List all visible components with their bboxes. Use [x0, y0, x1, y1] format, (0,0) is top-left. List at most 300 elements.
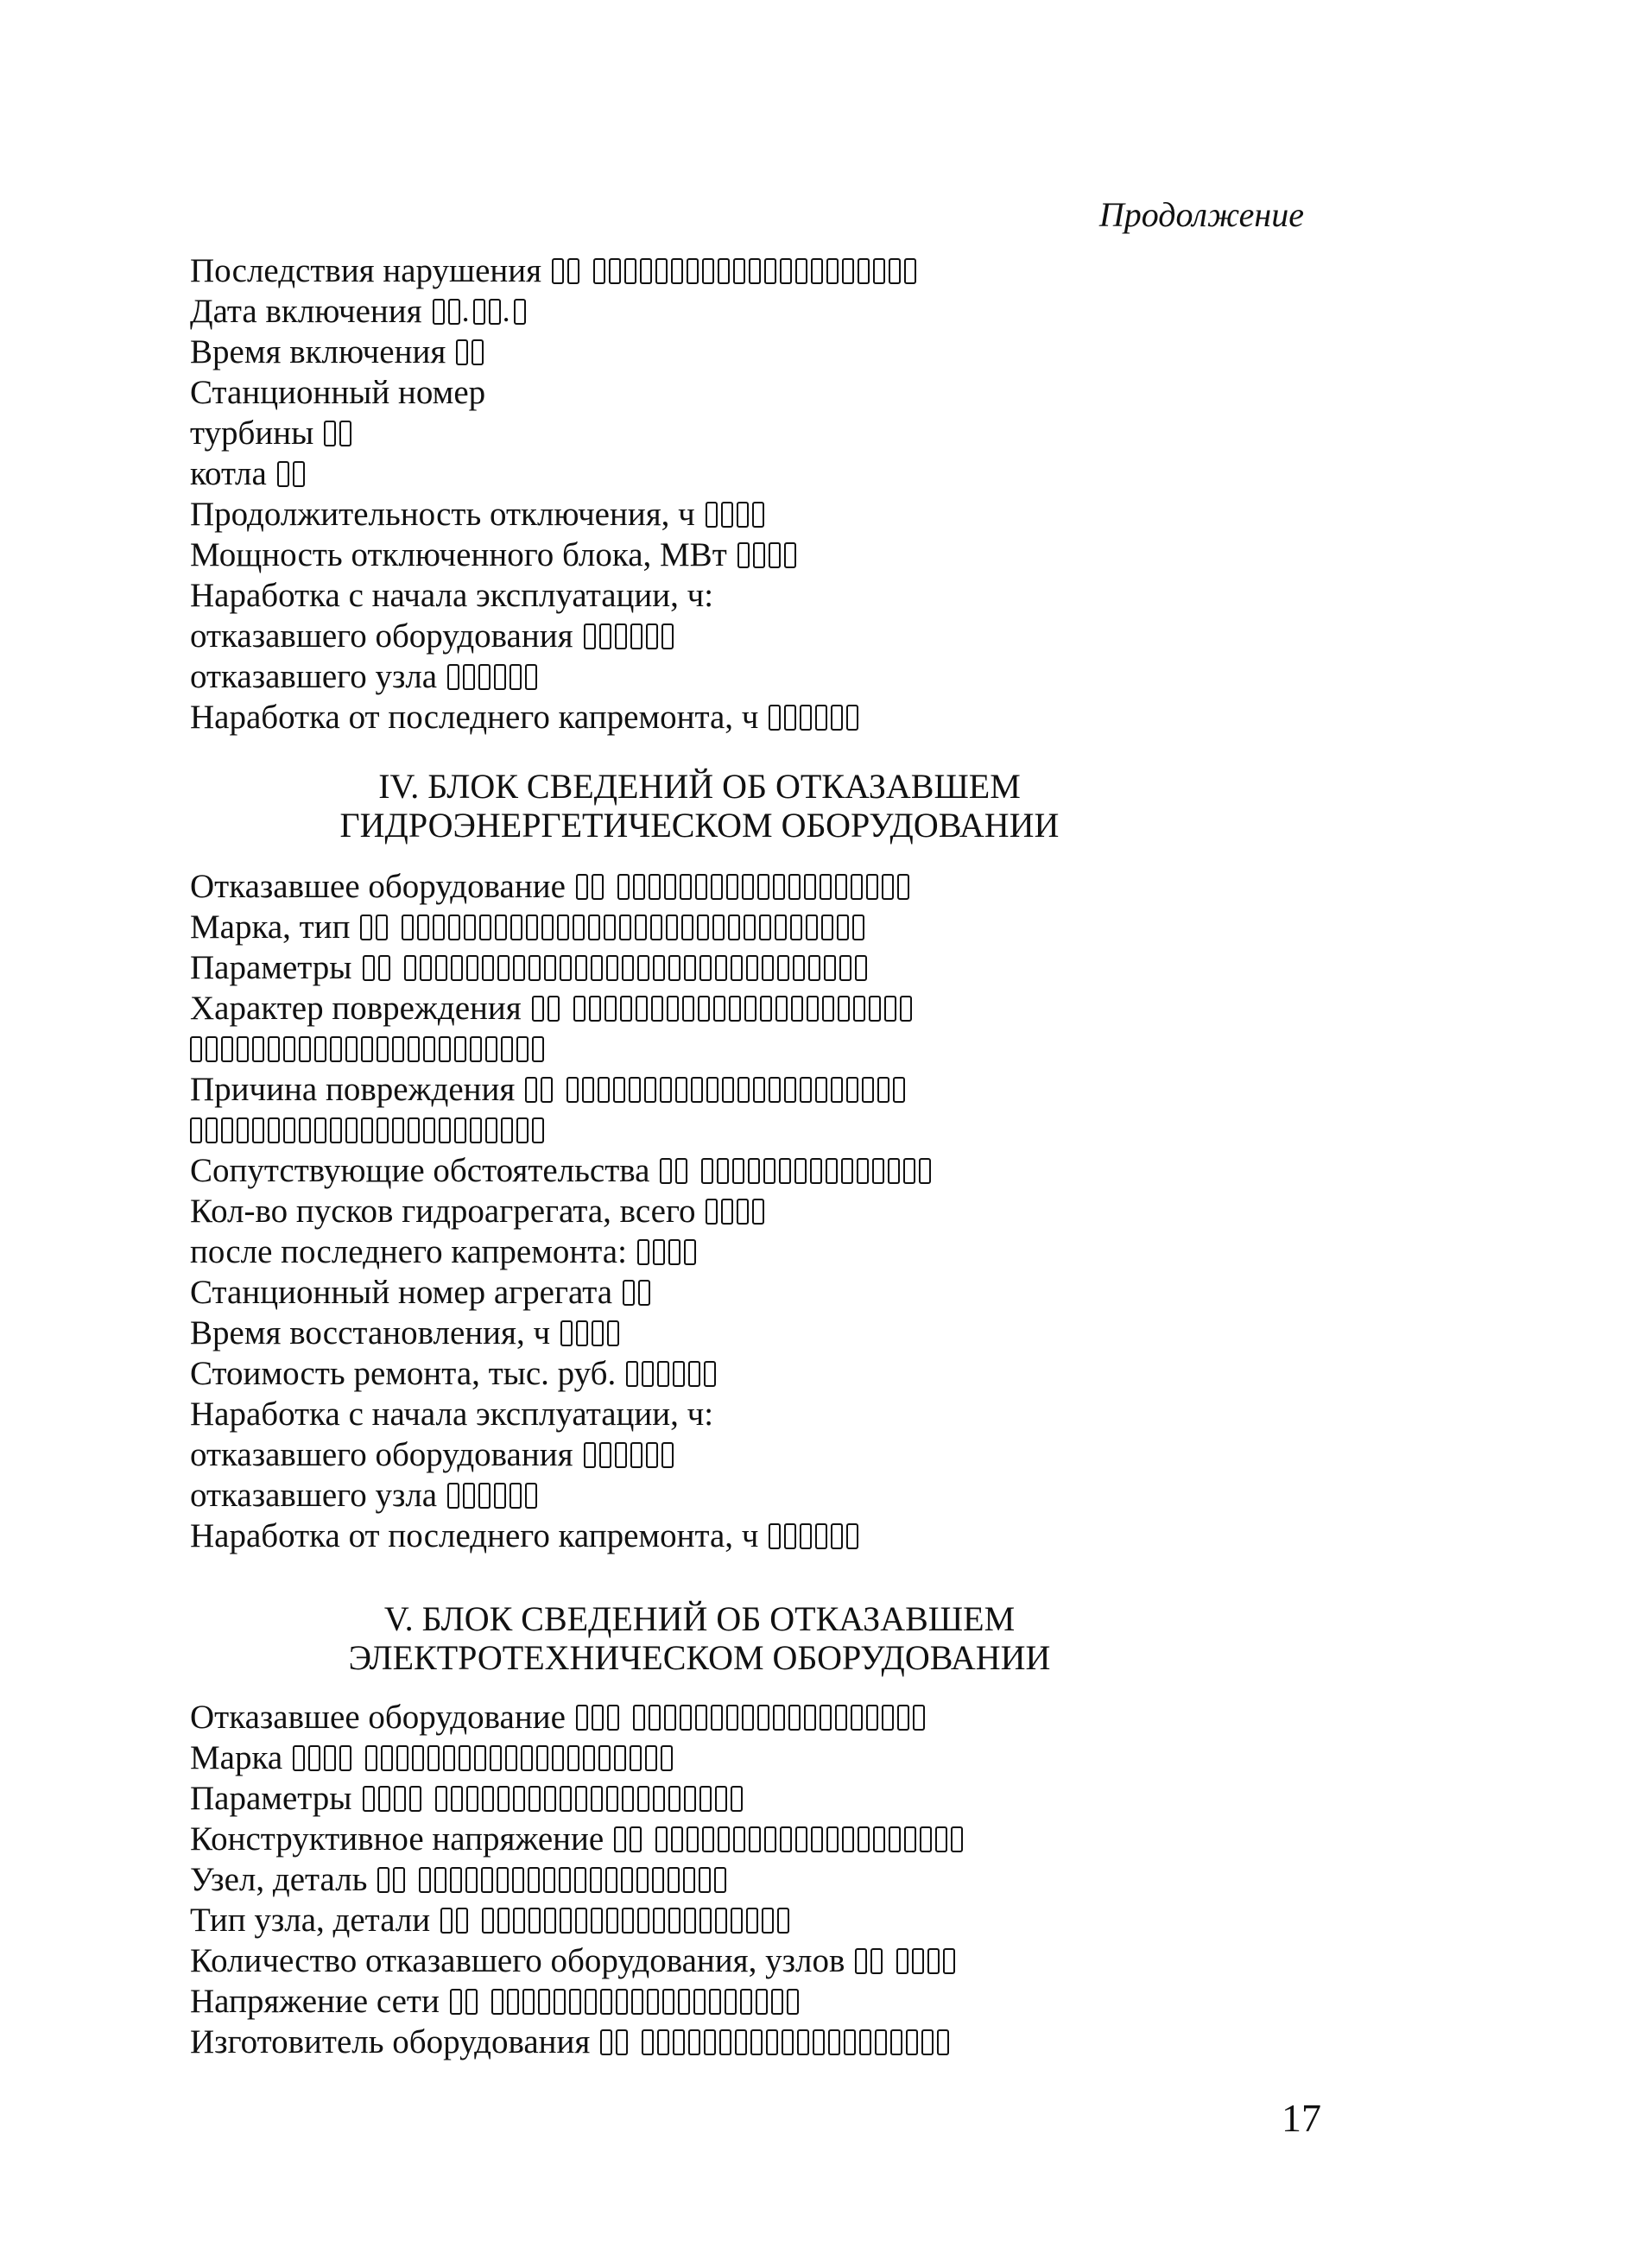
code-box[interactable]: [858, 258, 870, 284]
code-box[interactable]: [870, 1948, 883, 1974]
code-box[interactable]: [541, 1077, 553, 1103]
code-box[interactable]: [759, 915, 771, 940]
code-box[interactable]: [826, 1826, 839, 1852]
code-box[interactable]: [466, 955, 478, 981]
code-box[interactable]: [668, 1867, 680, 1893]
code-box[interactable]: [807, 996, 819, 1022]
code-box[interactable]: [804, 874, 816, 900]
code-box[interactable]: [591, 1786, 603, 1812]
code-box[interactable]: [691, 1077, 703, 1103]
code-box[interactable]: [599, 1442, 611, 1468]
code-box[interactable]: [775, 915, 787, 940]
code-box[interactable]: [573, 915, 585, 940]
code-box[interactable]: [699, 955, 712, 981]
code-box[interactable]: [784, 542, 796, 568]
code-box[interactable]: [684, 955, 696, 981]
code-box[interactable]: [451, 1786, 463, 1812]
code-box[interactable]: [903, 1158, 915, 1184]
code-box[interactable]: [688, 1361, 700, 1387]
code-box[interactable]: [866, 1705, 878, 1731]
code-box[interactable]: [576, 1320, 588, 1346]
code-box[interactable]: [811, 258, 823, 284]
code-box[interactable]: [904, 1826, 916, 1852]
code-box[interactable]: [842, 258, 854, 284]
code-box[interactable]: [684, 1239, 696, 1265]
code-box[interactable]: [404, 955, 416, 981]
code-box[interactable]: [584, 1442, 596, 1468]
code-box[interactable]: [456, 339, 468, 365]
code-box[interactable]: [472, 339, 484, 365]
code-box[interactable]: [837, 915, 849, 940]
code-box[interactable]: [513, 955, 525, 981]
code-box[interactable]: [529, 1786, 541, 1812]
code-box[interactable]: [591, 1908, 603, 1934]
code-box[interactable]: [361, 1117, 373, 1143]
code-box[interactable]: [613, 1077, 625, 1103]
code-box[interactable]: [573, 996, 585, 1022]
code-box[interactable]: [699, 1867, 711, 1893]
code-box[interactable]: [640, 258, 652, 284]
code-box[interactable]: [852, 915, 864, 940]
code-box[interactable]: [567, 1745, 579, 1771]
code-box[interactable]: [725, 1989, 737, 2015]
code-box[interactable]: [606, 955, 618, 981]
code-box[interactable]: [448, 915, 460, 940]
code-box[interactable]: [660, 1158, 672, 1184]
code-box[interactable]: [820, 874, 832, 900]
code-box[interactable]: [838, 996, 850, 1022]
code-box[interactable]: [525, 1483, 537, 1509]
code-box[interactable]: [434, 1867, 446, 1893]
code-box[interactable]: [237, 1117, 249, 1143]
code-box[interactable]: [308, 1745, 320, 1771]
code-box[interactable]: [283, 1036, 295, 1062]
code-box[interactable]: [451, 955, 463, 981]
code-box[interactable]: [543, 1867, 555, 1893]
code-box[interactable]: [671, 1826, 683, 1852]
code-box[interactable]: [552, 258, 564, 284]
code-box[interactable]: [637, 1239, 649, 1265]
code-box[interactable]: [687, 1826, 699, 1852]
code-box[interactable]: [951, 1826, 963, 1852]
code-box[interactable]: [784, 705, 796, 731]
code-box[interactable]: [913, 1705, 925, 1731]
code-box[interactable]: [721, 502, 733, 528]
code-box[interactable]: [637, 1908, 649, 1934]
code-box[interactable]: [869, 996, 881, 1022]
code-box[interactable]: [668, 955, 680, 981]
code-box[interactable]: [624, 258, 636, 284]
code-box[interactable]: [882, 1705, 894, 1731]
code-box[interactable]: [733, 258, 745, 284]
code-box[interactable]: [698, 996, 710, 1022]
code-box[interactable]: [820, 1705, 832, 1731]
code-box[interactable]: [821, 915, 833, 940]
code-box[interactable]: [763, 1158, 775, 1184]
code-box[interactable]: [742, 1705, 754, 1731]
code-box[interactable]: [653, 1786, 665, 1812]
code-box[interactable]: [532, 996, 544, 1022]
code-box[interactable]: [889, 258, 901, 284]
code-box[interactable]: [510, 1483, 522, 1509]
code-box[interactable]: [695, 1705, 707, 1731]
code-box[interactable]: [463, 1483, 475, 1509]
code-box[interactable]: [447, 1483, 459, 1509]
code-box[interactable]: [510, 915, 522, 940]
code-box[interactable]: [268, 1117, 280, 1143]
code-box[interactable]: [744, 915, 756, 940]
code-box[interactable]: [636, 996, 648, 1022]
code-box[interactable]: [920, 1826, 932, 1852]
code-box[interactable]: [904, 258, 916, 284]
code-box[interactable]: [521, 1745, 533, 1771]
code-box[interactable]: [706, 1077, 718, 1103]
code-box[interactable]: [427, 1745, 440, 1771]
code-box[interactable]: [638, 1280, 650, 1306]
code-box[interactable]: [684, 1908, 696, 1934]
code-box[interactable]: [614, 1826, 626, 1852]
code-box[interactable]: [552, 1745, 564, 1771]
code-box[interactable]: [750, 2029, 763, 2055]
code-box[interactable]: [733, 1826, 745, 1852]
code-box[interactable]: [680, 874, 692, 900]
code-box[interactable]: [630, 623, 642, 649]
code-box[interactable]: [752, 502, 764, 528]
code-box[interactable]: [510, 664, 522, 690]
code-box[interactable]: [433, 299, 445, 325]
code-box[interactable]: [858, 1826, 870, 1852]
code-box[interactable]: [433, 915, 445, 940]
code-box[interactable]: [489, 299, 501, 325]
code-box[interactable]: [544, 955, 556, 981]
code-box[interactable]: [666, 915, 678, 940]
code-box[interactable]: [657, 2029, 669, 2055]
code-box[interactable]: [630, 1826, 642, 1852]
code-box[interactable]: [737, 1199, 749, 1225]
code-box[interactable]: [815, 1523, 827, 1549]
code-box[interactable]: [529, 955, 541, 981]
code-box[interactable]: [478, 1483, 491, 1509]
code-box[interactable]: [746, 1908, 758, 1934]
code-box[interactable]: [589, 996, 601, 1022]
code-box[interactable]: [512, 1867, 524, 1893]
code-box[interactable]: [408, 1117, 420, 1143]
code-box[interactable]: [714, 1867, 726, 1893]
code-box[interactable]: [746, 955, 758, 981]
code-box[interactable]: [583, 1745, 595, 1771]
code-box[interactable]: [448, 299, 460, 325]
code-box[interactable]: [769, 705, 781, 731]
code-box[interactable]: [631, 1989, 643, 2015]
code-box[interactable]: [541, 915, 554, 940]
code-box[interactable]: [574, 1867, 586, 1893]
code-box[interactable]: [693, 1989, 706, 2015]
code-box[interactable]: [644, 1077, 656, 1103]
code-box[interactable]: [797, 2029, 809, 2055]
code-box[interactable]: [731, 955, 743, 981]
code-box[interactable]: [943, 1948, 955, 1974]
code-box[interactable]: [753, 1077, 765, 1103]
code-box[interactable]: [795, 258, 807, 284]
code-box[interactable]: [673, 1361, 685, 1387]
code-box[interactable]: [473, 299, 485, 325]
code-box[interactable]: [190, 1117, 202, 1143]
code-box[interactable]: [719, 2029, 731, 2055]
code-box[interactable]: [221, 1117, 233, 1143]
code-box[interactable]: [501, 1036, 513, 1062]
code-box[interactable]: [408, 1036, 420, 1062]
code-box[interactable]: [831, 1077, 843, 1103]
code-box[interactable]: [906, 2029, 918, 2055]
code-box[interactable]: [851, 874, 863, 900]
code-box[interactable]: [900, 996, 912, 1022]
code-box[interactable]: [897, 874, 909, 900]
code-box[interactable]: [481, 1867, 493, 1893]
code-box[interactable]: [324, 1745, 336, 1771]
code-box[interactable]: [485, 1117, 497, 1143]
code-box[interactable]: [485, 1036, 497, 1062]
code-box[interactable]: [793, 955, 805, 981]
code-box[interactable]: [299, 1117, 311, 1143]
code-box[interactable]: [935, 1826, 947, 1852]
code-box[interactable]: [921, 2029, 934, 2055]
code-box[interactable]: [609, 258, 621, 284]
code-box[interactable]: [824, 955, 836, 981]
code-box[interactable]: [482, 1786, 494, 1812]
code-box[interactable]: [726, 1705, 738, 1731]
code-box[interactable]: [717, 1158, 729, 1184]
code-box[interactable]: [435, 1786, 447, 1812]
code-box[interactable]: [855, 955, 867, 981]
code-box[interactable]: [668, 1239, 680, 1265]
code-box[interactable]: [766, 2029, 778, 2055]
code-box[interactable]: [777, 1908, 789, 1934]
code-box[interactable]: [831, 1523, 843, 1549]
code-box[interactable]: [699, 1908, 712, 1934]
code-box[interactable]: [478, 664, 491, 690]
code-box[interactable]: [592, 1320, 604, 1346]
code-box[interactable]: [846, 1523, 858, 1549]
code-box[interactable]: [673, 2029, 685, 2055]
code-box[interactable]: [687, 258, 699, 284]
code-box[interactable]: [363, 1786, 375, 1812]
code-box[interactable]: [681, 915, 693, 940]
code-box[interactable]: [514, 299, 526, 325]
code-box[interactable]: [678, 1989, 690, 2015]
code-box[interactable]: [464, 915, 476, 940]
code-box[interactable]: [841, 1158, 853, 1184]
code-box[interactable]: [516, 1036, 529, 1062]
code-box[interactable]: [617, 874, 630, 900]
code-box[interactable]: [592, 874, 604, 900]
code-box[interactable]: [599, 623, 611, 649]
code-box[interactable]: [636, 1867, 649, 1893]
code-box[interactable]: [206, 1036, 218, 1062]
code-box[interactable]: [771, 1989, 783, 2015]
code-box[interactable]: [252, 1036, 264, 1062]
code-box[interactable]: [779, 1158, 791, 1184]
code-box[interactable]: [697, 915, 709, 940]
code-box[interactable]: [474, 1745, 486, 1771]
code-box[interactable]: [661, 1745, 673, 1771]
code-box[interactable]: [465, 1989, 478, 2015]
code-box[interactable]: [866, 874, 878, 900]
code-box[interactable]: [748, 1158, 760, 1184]
code-box[interactable]: [813, 2029, 825, 2055]
code-box[interactable]: [559, 1867, 571, 1893]
code-box[interactable]: [497, 1908, 510, 1934]
code-box[interactable]: [600, 2029, 612, 2055]
code-box[interactable]: [737, 502, 749, 528]
code-box[interactable]: [642, 2029, 654, 2055]
code-box[interactable]: [507, 1989, 519, 2015]
code-box[interactable]: [538, 1989, 550, 2015]
code-box[interactable]: [299, 1036, 311, 1062]
code-box[interactable]: [532, 1036, 544, 1062]
code-box[interactable]: [702, 1826, 714, 1852]
code-box[interactable]: [633, 1705, 645, 1731]
code-box[interactable]: [826, 1158, 838, 1184]
code-box[interactable]: [835, 874, 847, 900]
code-box[interactable]: [505, 1745, 517, 1771]
code-box[interactable]: [525, 1077, 537, 1103]
code-box[interactable]: [661, 623, 674, 649]
code-box[interactable]: [439, 1036, 451, 1062]
code-box[interactable]: [780, 258, 792, 284]
code-box[interactable]: [206, 1117, 218, 1143]
code-box[interactable]: [417, 915, 429, 940]
code-box[interactable]: [622, 1908, 634, 1934]
code-box[interactable]: [361, 1036, 373, 1062]
code-box[interactable]: [593, 258, 605, 284]
code-box[interactable]: [637, 955, 649, 981]
code-box[interactable]: [615, 1442, 627, 1468]
code-box[interactable]: [764, 258, 776, 284]
code-box[interactable]: [576, 874, 588, 900]
code-box[interactable]: [884, 996, 896, 1022]
code-box[interactable]: [560, 1320, 573, 1346]
code-box[interactable]: [842, 1826, 854, 1852]
code-box[interactable]: [668, 1786, 680, 1812]
code-box[interactable]: [604, 996, 617, 1022]
code-box[interactable]: [590, 1867, 602, 1893]
code-box[interactable]: [363, 955, 375, 981]
code-box[interactable]: [423, 1117, 435, 1143]
code-box[interactable]: [882, 874, 894, 900]
code-box[interactable]: [456, 1908, 468, 1934]
code-box[interactable]: [728, 915, 740, 940]
code-box[interactable]: [919, 1158, 931, 1184]
code-box[interactable]: [773, 1705, 785, 1731]
code-box[interactable]: [470, 1117, 482, 1143]
code-box[interactable]: [731, 1786, 743, 1812]
code-box[interactable]: [345, 1117, 358, 1143]
code-box[interactable]: [588, 915, 600, 940]
code-box[interactable]: [650, 915, 662, 940]
code-box[interactable]: [683, 1867, 695, 1893]
code-box[interactable]: [560, 955, 572, 981]
code-box[interactable]: [652, 1867, 664, 1893]
code-box[interactable]: [419, 1867, 431, 1893]
code-box[interactable]: [664, 874, 676, 900]
code-box[interactable]: [252, 1117, 264, 1143]
code-box[interactable]: [893, 1077, 905, 1103]
code-box[interactable]: [607, 1705, 619, 1731]
code-box[interactable]: [810, 1158, 822, 1184]
code-box[interactable]: [657, 1361, 669, 1387]
code-box[interactable]: [604, 915, 616, 940]
code-box[interactable]: [393, 1867, 405, 1893]
code-box[interactable]: [815, 705, 827, 731]
code-box[interactable]: [630, 1442, 642, 1468]
code-box[interactable]: [773, 874, 785, 900]
code-box[interactable]: [675, 1077, 687, 1103]
code-box[interactable]: [890, 2029, 902, 2055]
code-box[interactable]: [420, 955, 432, 981]
code-box[interactable]: [737, 542, 750, 568]
code-box[interactable]: [575, 1908, 587, 1934]
code-box[interactable]: [377, 1117, 389, 1143]
code-box[interactable]: [592, 1705, 604, 1731]
code-box[interactable]: [646, 623, 658, 649]
code-box[interactable]: [667, 996, 679, 1022]
code-box[interactable]: [701, 1158, 713, 1184]
code-box[interactable]: [447, 664, 459, 690]
code-box[interactable]: [490, 1745, 502, 1771]
code-box[interactable]: [718, 1826, 730, 1852]
code-box[interactable]: [688, 2029, 700, 2055]
code-box[interactable]: [804, 1705, 816, 1731]
code-box[interactable]: [513, 1908, 525, 1934]
code-box[interactable]: [536, 1745, 548, 1771]
code-box[interactable]: [888, 1158, 900, 1184]
code-box[interactable]: [606, 1908, 618, 1934]
code-box[interactable]: [497, 1786, 510, 1812]
code-box[interactable]: [757, 874, 769, 900]
code-box[interactable]: [740, 1989, 752, 2015]
code-box[interactable]: [645, 1745, 657, 1771]
code-box[interactable]: [450, 1989, 462, 2015]
code-box[interactable]: [872, 1158, 884, 1184]
code-box[interactable]: [889, 1826, 901, 1852]
code-box[interactable]: [557, 915, 569, 940]
code-box[interactable]: [680, 1705, 692, 1731]
code-box[interactable]: [283, 1117, 295, 1143]
code-box[interactable]: [466, 1786, 478, 1812]
code-box[interactable]: [575, 1786, 587, 1812]
code-box[interactable]: [497, 1867, 509, 1893]
code-box[interactable]: [600, 1989, 612, 2015]
code-box[interactable]: [528, 1867, 540, 1893]
code-box[interactable]: [567, 258, 579, 284]
code-box[interactable]: [339, 421, 351, 446]
code-box[interactable]: [808, 955, 820, 981]
code-box[interactable]: [853, 996, 865, 1022]
code-box[interactable]: [435, 955, 447, 981]
code-box[interactable]: [554, 1989, 566, 2015]
code-box[interactable]: [381, 1745, 393, 1771]
code-box[interactable]: [470, 1036, 482, 1062]
code-box[interactable]: [795, 1826, 807, 1852]
code-box[interactable]: [529, 1908, 541, 1934]
code-box[interactable]: [788, 1705, 801, 1731]
code-box[interactable]: [330, 1117, 342, 1143]
code-box[interactable]: [661, 1442, 674, 1468]
code-box[interactable]: [293, 1745, 305, 1771]
code-box[interactable]: [877, 1077, 889, 1103]
code-box[interactable]: [682, 996, 694, 1022]
code-box[interactable]: [450, 1867, 462, 1893]
